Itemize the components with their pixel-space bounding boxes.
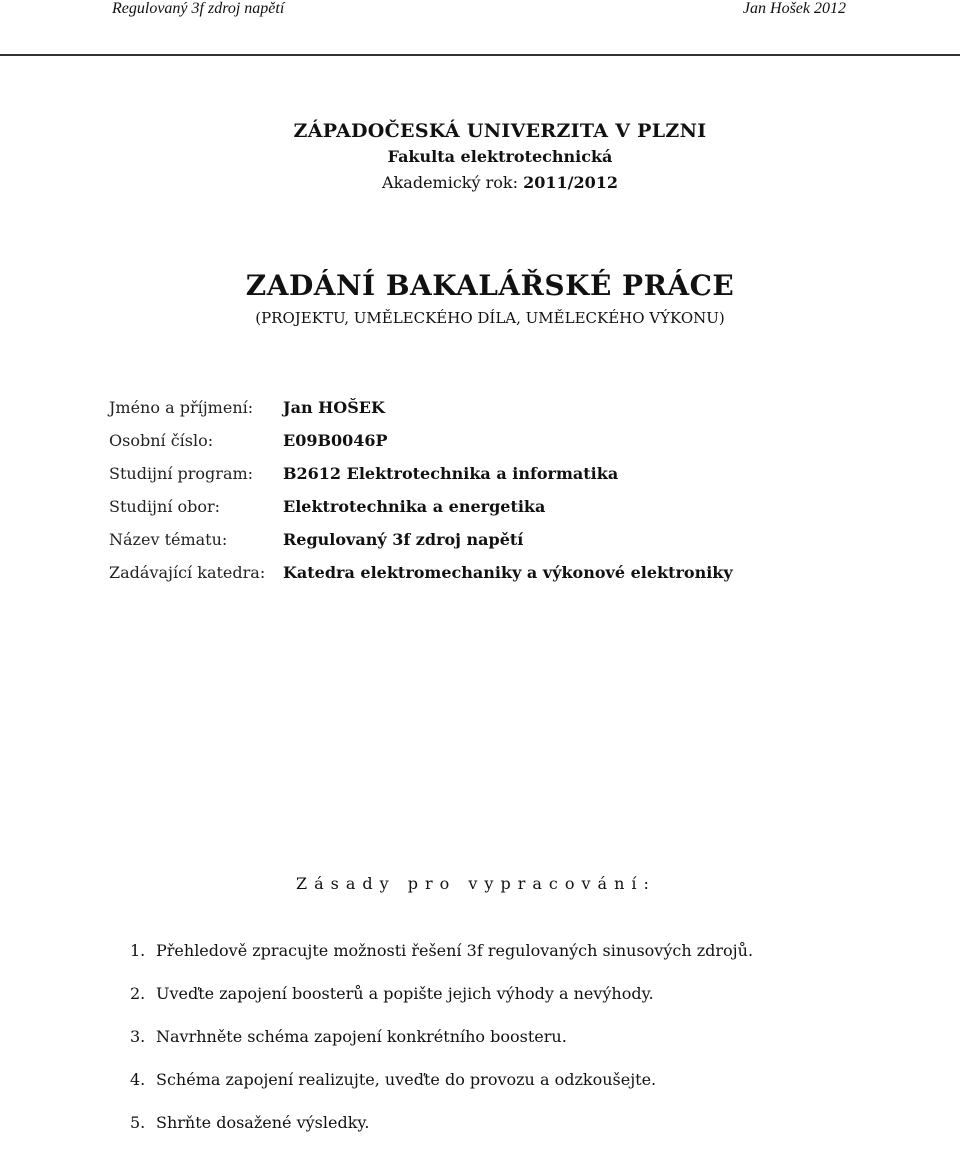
list-item-number: 5. (130, 1113, 146, 1132)
list-item-text: Schéma zapojení realizujte, uveďte do provozu a odzkoušejte. (156, 1070, 657, 1089)
list-item (130, 1112, 850, 1155)
list-item-number: 4. (130, 1070, 146, 1089)
faculty-name: Fakulta elektrotechnická (387, 147, 613, 166)
info-row-topic (108, 523, 848, 556)
info-row-personal-number (108, 424, 848, 457)
university-block (280, 118, 720, 196)
list-item-text: Uveďte zapojení boosterů a popište jejich výhody a nevýhody. (156, 984, 654, 1003)
list-item-number: 3. (130, 1027, 146, 1046)
assignment-title-block (220, 266, 760, 330)
academic-year (280, 170, 720, 196)
principles-list (130, 940, 850, 1155)
info-label: Název tématu: (109, 530, 228, 549)
header-thesis-title: Regulovaný 3f zdroj napětí (112, 0, 285, 17)
list-item-text: Shrňte dosažené výsledky. (156, 1113, 370, 1132)
info-label: Studijní obor: (109, 497, 221, 516)
info-label: Osobní číslo: (109, 431, 214, 450)
list-item (130, 1026, 850, 1069)
list-item-number: 1. (130, 941, 146, 960)
academic-year-label: Akademický rok: (382, 173, 518, 192)
header-author-year: Jan Hošek 2012 (742, 0, 846, 17)
info-value: Katedra elektromechaniky a výkonové elektroniky (283, 563, 733, 582)
info-row-study-field (108, 490, 848, 523)
list-item (130, 940, 850, 983)
info-value: Regulovaný 3f zdroj napětí (283, 530, 524, 549)
list-item-text: Navrhněte schéma zapojení konkrétního boosteru. (156, 1027, 567, 1046)
info-value: Elektrotechnika a energetika (283, 497, 546, 516)
academic-year-value: 2011/2012 (523, 173, 618, 192)
info-row-department (108, 556, 848, 589)
info-row-study-program (108, 457, 848, 490)
info-label: Jméno a příjmení: (109, 398, 254, 417)
assignment-subtitle: (PROJEKTU, UMĚLECKÉHO DÍLA, UMĚLECKÉHO VÝKONU) (255, 309, 725, 327)
info-value: Jan HOŠEK (283, 398, 385, 417)
student-info-table (108, 391, 848, 589)
info-label: Studijní program: (109, 464, 254, 483)
info-label: Zadávající katedra: (109, 563, 266, 582)
assignment-title: ZADÁNÍ BAKALÁŘSKÉ PRÁCE (245, 269, 735, 302)
list-item-number: 2. (130, 984, 146, 1003)
university-name: ZÁPADOČESKÁ UNIVERZITA V PLZNI (293, 120, 707, 142)
info-row-name (108, 391, 848, 424)
list-item (130, 983, 850, 1026)
principles-heading: Zásady pro vypracování: (296, 874, 656, 893)
info-value: E09B0046P (283, 431, 388, 450)
list-item-text: Přehledově zpracujte možnosti řešení 3f regulovaných sinusových zdrojů. (156, 941, 754, 960)
running-header (0, 0, 960, 56)
info-value: B2612 Elektrotechnika a informatika (283, 464, 619, 483)
list-item (130, 1069, 850, 1112)
